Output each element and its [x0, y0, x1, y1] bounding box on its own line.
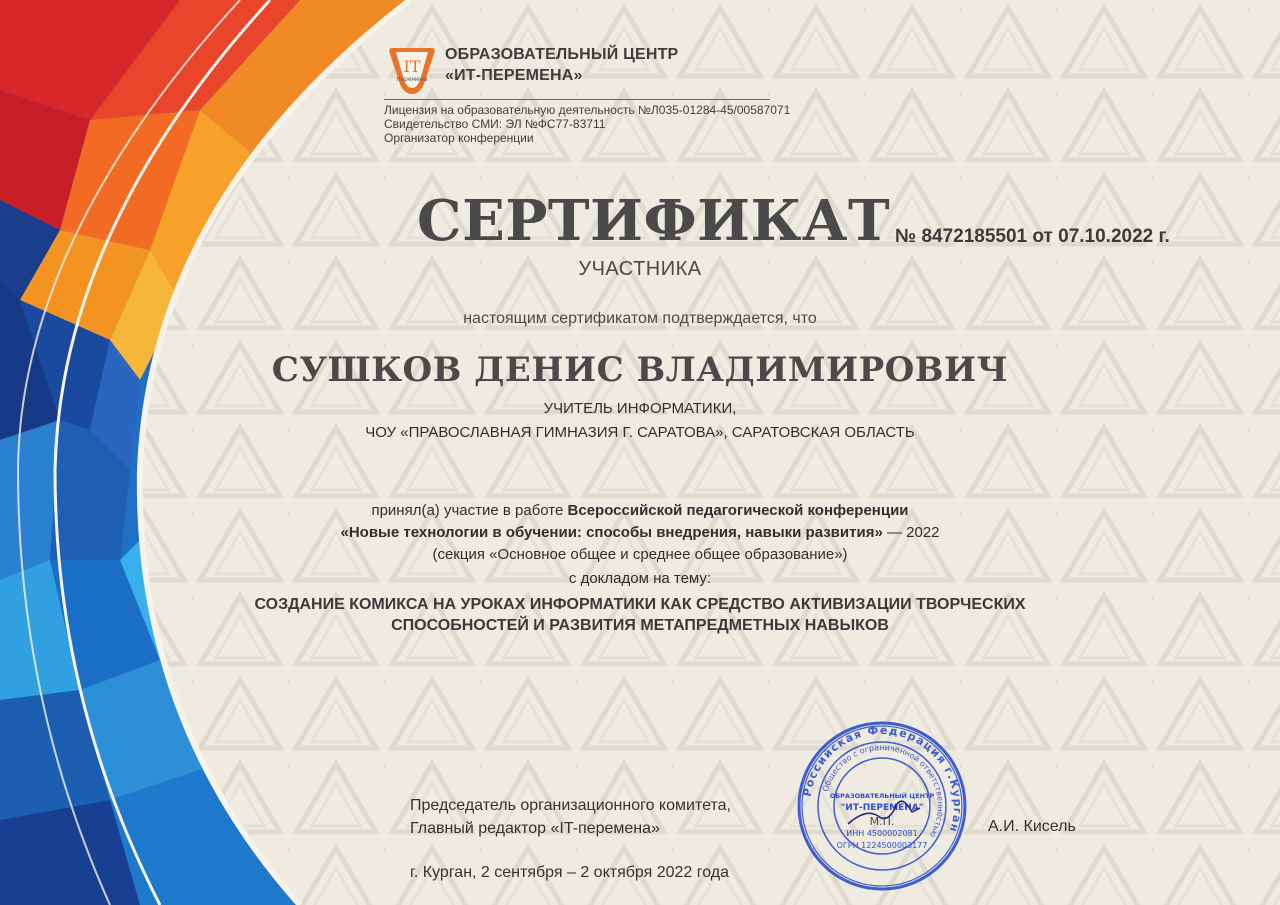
stamp-mp: М.П.: [869, 815, 895, 828]
report-intro: с докладом на тему:: [568, 570, 712, 587]
stamp-center-line2: "ИТ-ПЕРЕМЕНА": [840, 803, 924, 813]
recipient-institution: ЧОУ «ПРАВОСЛАВНАЯ ГИМНАЗИЯ Г. САРАТОВА», САРАТОВСКАЯ ОБЛАСТЬ: [365, 424, 915, 441]
recipient-name: СУШКОВ ДЕНИС ВЛАДИМИРОВИЧ: [271, 350, 1009, 390]
certificate-number: № 8472185501 от 07.10.2022 г.: [895, 226, 1170, 247]
recipient-position: УЧИТЕЛЬ ИНФОРМАТИКИ,: [543, 400, 737, 417]
chair-title-line1: Председатель организационного комитета,: [410, 797, 731, 814]
organizer-role-text: Организатор конференции: [384, 131, 534, 145]
organizer-logo: [384, 40, 440, 96]
event-title: «Новые технологии в обучении: способы внедрения, навыки развития»: [340, 524, 883, 541]
license-text: Лицензия на образовательную деятельность №Л035-01284-45/00587071: [384, 103, 791, 117]
confirm-text: настоящим сертификатом подтверждается, что: [463, 310, 817, 327]
certificate-subtitle: УЧАСТНИКА: [578, 258, 702, 280]
event-year: — 2022: [882, 524, 940, 541]
logo-subtext: перемена: [396, 76, 428, 83]
media-certificate-text: Свидетельство СМИ: ЭЛ №ФС77-83711: [384, 117, 606, 131]
participation-line2: [150, 524, 1130, 541]
organizer-name: [445, 44, 678, 86]
event-section: (секция «Основное общее и среднее общее образование»): [432, 546, 848, 563]
stamp-center-line1: ОБРАЗОВАТЕЛЬНЫЙ ЦЕНТР: [829, 792, 935, 800]
organizer-divider: [384, 99, 770, 100]
participation-line1: [150, 502, 1130, 519]
logo-it-text: IT: [403, 57, 421, 76]
organizer-info: [384, 103, 790, 145]
stamp-inn: ИНН 4500002081: [846, 829, 918, 838]
stamp-outer-text: Российская Федерация г.Курган: [800, 723, 965, 835]
participation-intro: принял(а) участие в работе: [371, 502, 564, 519]
stamp-middle-text: Общество с ограниченной ответственностью: [820, 742, 946, 839]
place-and-date: г. Курган, 2 сентября – 2 октября 2022 года: [410, 864, 730, 881]
official-stamp: [796, 720, 968, 892]
report-topic-line1: СОЗДАНИЕ КОМИКСА НА УРОКАХ ИНФОРМАТИКИ КАК СРЕДСТВО АКТИВИЗАЦИИ ТВОРЧЕСКИХ: [254, 596, 1026, 613]
signer-name: А.И. Кисель: [988, 818, 1076, 835]
chair-title-line2: Главный редактор «IT-перемена»: [410, 820, 660, 837]
event-name: Всероссийской педагогической конференции: [567, 502, 909, 519]
organizer-name-line2: «ИТ-ПЕРЕМЕНА»: [445, 67, 583, 84]
stamp-ogrn: ОГРН 1224500003177: [836, 841, 928, 850]
certificate-title: СЕРТИФИКАТ: [417, 188, 891, 254]
organizer-name-line1: ОБРАЗОВАТЕЛЬНЫЙ ЦЕНТР: [445, 46, 679, 63]
report-topic-line2: СПОСОБНОСТЕЙ И РАЗВИТИЯ МЕТАПРЕДМЕТНЫХ НАВЫКОВ: [391, 617, 889, 634]
